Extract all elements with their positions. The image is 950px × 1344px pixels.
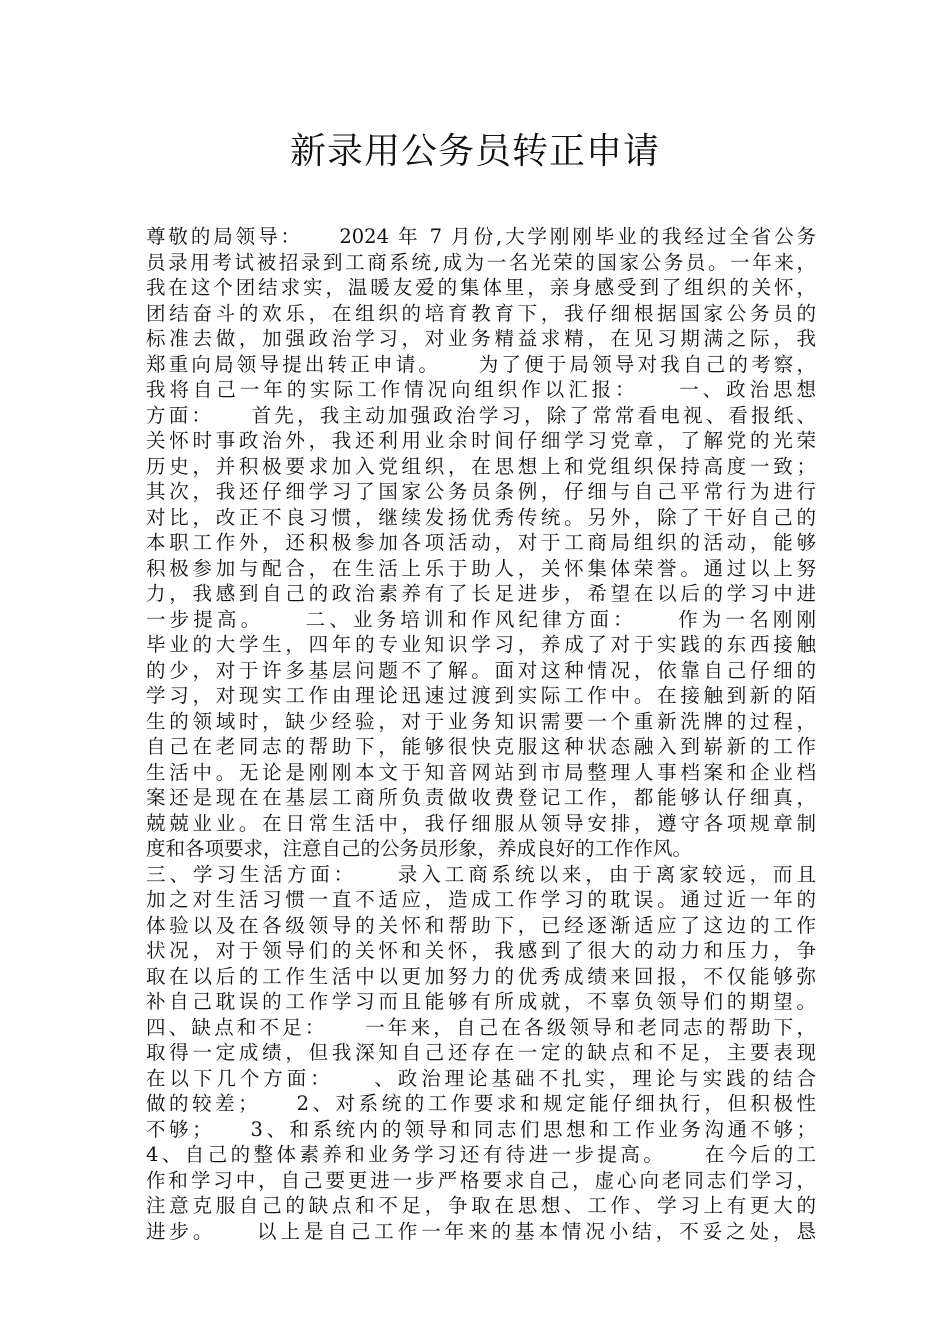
body-line-8: 方面： 首先，我主动加强政治学习，除了常常看电视、看报纸、 (146, 403, 816, 427)
body-line-23: 案还是现在在基层工商所负责做收费登记工作，都能够认仔细真， (146, 786, 816, 809)
body-line-11: 其次，我还仔细学习了国家公务员条例，仔细与自己平常行为进行 (146, 480, 816, 503)
body-line-18: 的少，对于许多基层问题不了解。面对这种情况，依靠自己仔细的 (146, 658, 816, 682)
body-line-6: 郑重向局领导提出转正申请。 为了便于局领导对我自己的考察， (146, 352, 816, 376)
body-line-36: 不够； 3、和系统内的领导和同志们思想和工作业务沟通不够； (146, 1117, 816, 1141)
body-line-30: 取在以后的工作生活中以更加努力的优秀成绩来回报，不仅能够弥 (146, 964, 816, 988)
body-line-29: 状况，对于领导们的关怀和关怀，我感到了很大的动力和压力，争 (146, 939, 816, 962)
document-body (146, 224, 816, 1244)
body-line-9: 关怀时事政治外，我还利用业余时间仔细学习党章，了解党的光荣 (146, 429, 816, 452)
body-line-3: 我在这个团结求实，温暖友爱的集体里，亲身感受到了组织的关怀， (146, 276, 816, 299)
body-line-17: 毕业的大学生，四年的专业知识学习，养成了对于实践的东西接触 (146, 633, 816, 656)
body-line-14: 积极参加与配合，在生活上乐于助人，关怀集体荣誉。通过以上努 (146, 556, 816, 580)
body-line-24: 兢兢业业。在日常生活中，我仔细服从领导安排，遵守各项规章制 (146, 811, 816, 835)
body-line-13: 本职工作外，还积极参加各项活动，对于工商局组织的活动，能够 (146, 531, 816, 554)
body-line-37: 4、自己的整体素养和业务学习还有待进一步提高。 在今后的工 (146, 1143, 816, 1166)
body-line-16: 一步提高。 二、业务培训和作风纪律方面： 作为一名刚刚 (146, 607, 816, 631)
body-line-5: 标准去做，加强政治学习，对业务精益求精，在见习期满之际，我 (146, 327, 816, 350)
body-line-10: 历史，并积极要求加入党组织，在思想上和党组织保持高度一致； (146, 454, 816, 478)
body-line-34: 在以下几个方面： 、政治理论基础不扎实，理论与实践的结合 (146, 1066, 816, 1090)
body-line-40: 进步。 以上是自己工作一年来的基本情况小结，不妥之处，恳 (146, 1219, 816, 1243)
body-line-22: 生活中。无论是刚刚本文于知音网站到市局整理人事档案和企业档 (146, 760, 816, 784)
body-line-15: 力，我感到自己的政治素养有了长足进步，希望在以后的学习中进 (146, 582, 816, 605)
body-line-35: 做的较差； 2、对系统的工作要求和规定能仔细执行，但积极性 (146, 1092, 816, 1115)
body-line-21: 自己在老同志的帮助下，能够很快克服这种状态融入到崭新的工作 (146, 735, 816, 758)
body-line-27: 加之对生活习惯一直不适应，造成工作学习的耽误。通过近一年的 (146, 888, 816, 911)
body-line-19: 学习，对现实工作由理论迅速过渡到实际工作中。在接触到新的陌 (146, 684, 816, 707)
body-line-25: 度和各项要求，注意自己的公务员形象，养成良好的工作作风。 (146, 837, 693, 860)
body-line-31: 补自己耽误的工作学习而且能够有所成就，不辜负领导们的期望。 (146, 990, 816, 1013)
document-title: 新录用公务员转正申请 (289, 131, 660, 172)
body-line-28: 体验以及在各级领导的关怀和帮助下，已经逐渐适应了这边的工作 (146, 913, 816, 937)
body-line-39: 注意克服自己的缺点和不足，争取在思想、工作、学习上有更大的 (146, 1194, 816, 1217)
body-line-20: 生的领域时，缺少经验，对于业务知识需要一个重新洗牌的过程， (146, 709, 816, 733)
body-line-26: 三、学习生活方面： 录入工商系统以来，由于离家较远，而且 (146, 862, 816, 886)
body-line-12: 对比，改正不良习惯，继续发扬优秀传统。另外，除了干好自己的 (146, 505, 816, 529)
body-line-4: 团结奋斗的欢乐，在组织的培育教育下，我仔细根据国家公务员的 (146, 301, 816, 325)
body-line-7: 我将自己一年的实际工作情况向组织作以汇报： 一、政治思想 (146, 378, 816, 401)
body-line-32: 四、缺点和不足： 一年来，自己在各级领导和老同志的帮助下， (146, 1015, 816, 1039)
body-line-33: 取得一定成绩，但我深知自己还存在一定的缺点和不足，主要表现 (146, 1041, 816, 1064)
body-line-2: 员录用考试被招录到工商系统,成为一名光荣的国家公务员。一年来， (146, 250, 816, 274)
body-line-38: 作和学习中，自己要更进一步严格要求自己，虚心向老同志们学习， (146, 1168, 816, 1192)
body-line-1: 尊敬的局领导： 2024 年 7 月份,大学刚刚毕业的我经过全省公务 (146, 225, 816, 248)
